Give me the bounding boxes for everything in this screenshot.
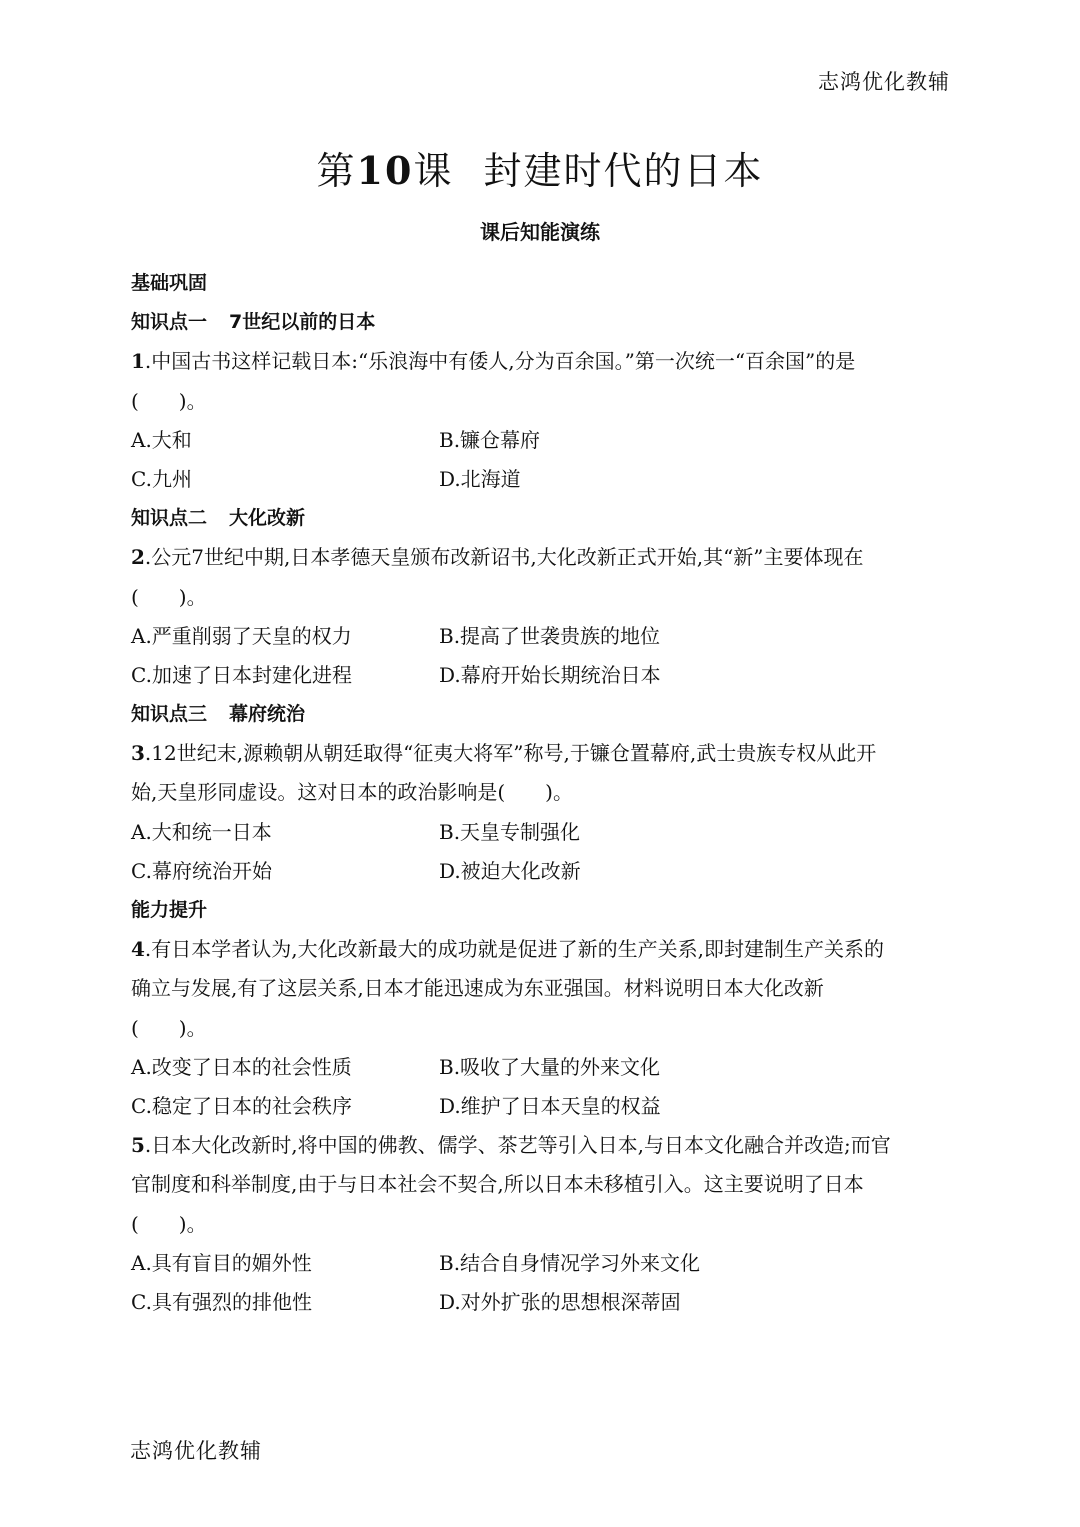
question-2-option-a: A.严重削弱了天皇的权力 (131, 623, 352, 648)
question-5-option-c: C.具有强烈的排他性 (131, 1289, 312, 1314)
question-3-options-row-1 (131, 813, 951, 852)
question-1-option-b: B.镰仓幕府 (439, 427, 541, 452)
question-3-line-1 (131, 734, 951, 773)
question-4-stem-1: .有日本学者认为,大化改新最大的成功就是促进了新的生产关系,即封建制生产关系的 (144, 937, 884, 962)
question-2-option-b: B.提高了世袭贵族的地位 (439, 623, 661, 648)
question-1-option-d: D.北海道 (439, 466, 521, 491)
question-1-line-1 (131, 342, 951, 381)
question-2-line-1 (131, 538, 951, 577)
kp2-label: 知识点二 (131, 507, 208, 530)
question-4-line-3: ( )。 (131, 1015, 207, 1040)
footer-brand: 志鸿优化教辅 (130, 1439, 262, 1463)
kp1-name: 7世纪以前的日本 (229, 311, 376, 334)
knowledge-point-3 (131, 695, 951, 734)
question-1-options-row-2 (131, 460, 951, 499)
question-5-line-1 (131, 1126, 951, 1165)
question-2-number: 2 (131, 545, 145, 570)
question-2-stem-1: .公元7世纪中期,日本孝德天皇颁布改新诏书,大化改新正式开始,其“新”主要体现在 (144, 545, 864, 570)
question-2-options-row-1 (131, 617, 951, 656)
question-4-line-2: 确立与发展,有了这层关系,日本才能迅速成为东亚强国。材料说明日本大化改新 (131, 976, 824, 1001)
question-1-options-row-1 (131, 421, 951, 460)
question-5-option-a: A.具有盲目的媚外性 (131, 1250, 312, 1275)
question-1-number: 1 (131, 349, 145, 374)
question-4-options-row-2 (131, 1087, 951, 1126)
question-2-options-row-2 (131, 656, 951, 695)
header-brand: 志鸿优化教辅 (818, 70, 950, 94)
question-3-option-a: A.大和统一日本 (131, 819, 272, 844)
question-3-number: 3 (131, 741, 145, 766)
question-4-option-d: D.维护了日本天皇的权益 (439, 1093, 661, 1118)
question-5-line-2: 官制度和科举制度,由于与日本社会不契合,所以日本未移植引入。这主要说明了日本 (131, 1172, 864, 1197)
question-2-line-2: ( )。 (131, 584, 207, 609)
section-advanced: 能力提升 (131, 899, 208, 921)
kp1-label: 知识点一 (131, 311, 208, 334)
question-5-options-row-2 (131, 1283, 951, 1322)
kp3-name: 幕府统治 (229, 703, 306, 726)
question-4-number: 4 (131, 937, 145, 962)
question-3-options-row-2 (131, 852, 951, 891)
question-4-option-b: B.吸收了大量的外来文化 (439, 1054, 661, 1079)
title-suffix: 课 (413, 149, 454, 193)
question-3-stem-1: .12世纪末,源赖朝从朝廷取得“征夷大将军”称号,于镰仓置幕府,武士贵族专权从此开 (144, 741, 877, 766)
section-basic: 基础巩固 (131, 272, 208, 294)
question-3-option-c: C.幕府统治开始 (131, 858, 272, 883)
page-subtitle: 课后知能演练 (480, 220, 600, 244)
question-4-option-c: C.稳定了日本的社会秩序 (131, 1093, 352, 1118)
page-title (0, 140, 1080, 195)
question-3-option-d: D.被迫大化改新 (439, 858, 581, 883)
question-5-number: 5 (131, 1133, 145, 1158)
title-number: 10 (356, 148, 414, 193)
question-4-option-a: A.改变了日本的社会性质 (131, 1054, 352, 1079)
question-1-stem-1: .中国古书这样记载日本:“乐浪海中有倭人,分为百余国。”第一次统一“百余国”的是 (144, 349, 856, 374)
question-1-line-2: ( )。 (131, 388, 207, 413)
question-1-option-a: A.大和 (131, 427, 192, 452)
knowledge-point-1 (131, 303, 951, 342)
question-2-option-d: D.幕府开始长期统治日本 (439, 662, 661, 687)
question-1-option-c: C.九州 (131, 466, 192, 491)
question-5-option-d: D.对外扩张的思想根深蒂固 (439, 1289, 681, 1314)
question-4-options-row-1 (131, 1048, 951, 1087)
title-prefix: 第 (316, 149, 357, 193)
question-5-stem-1: .日本大化改新时,将中国的佛教、儒学、茶艺等引入日本,与日本文化融合并改造;而官 (144, 1133, 891, 1158)
question-2-option-c: C.加速了日本封建化进程 (131, 662, 352, 687)
title-name: 封建时代的日本 (483, 149, 764, 193)
question-4-line-1 (131, 930, 951, 969)
exercise-content (131, 264, 951, 1322)
kp3-label: 知识点三 (131, 703, 208, 726)
kp2-name: 大化改新 (229, 507, 306, 530)
question-3-line-2: 始,天皇形同虚设。这对日本的政治影响是( )。 (131, 780, 573, 805)
knowledge-point-2 (131, 499, 951, 538)
question-5-options-row-1 (131, 1244, 951, 1283)
question-3-option-b: B.天皇专制强化 (439, 819, 581, 844)
question-5-line-3: ( )。 (131, 1211, 207, 1236)
question-5-option-b: B.结合自身情况学习外来文化 (439, 1250, 701, 1275)
